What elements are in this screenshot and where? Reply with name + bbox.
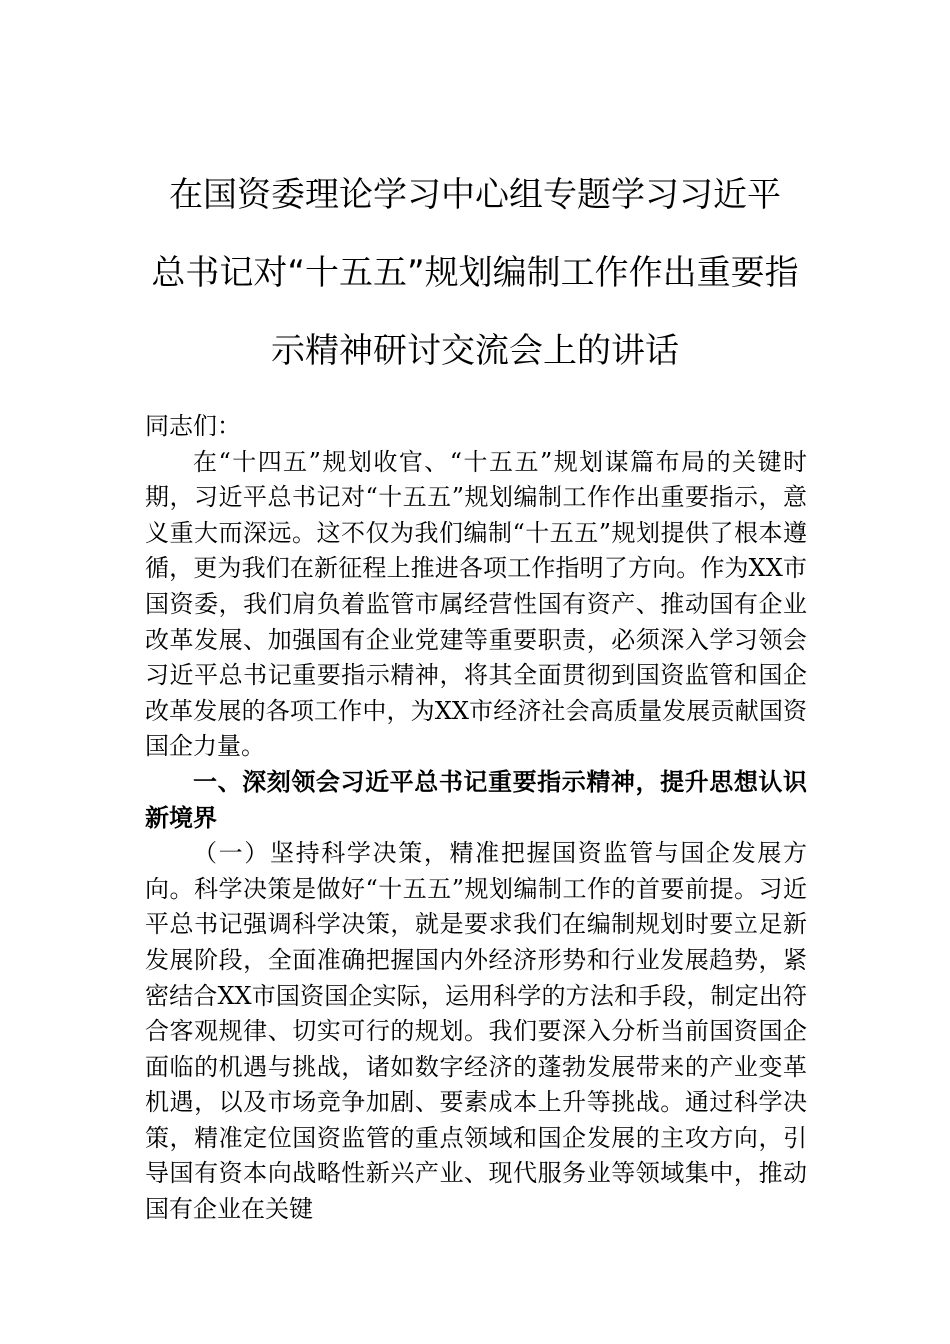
document-title (130, 156, 820, 390)
title-line-2: 总书记对“十五五”规划编制工作作出重要指 (151, 253, 799, 293)
salutation: 同志们： (145, 412, 241, 440)
paragraph-subsection-1: （一）坚持科学决策，精准把握国资监管与国企发展方向。科学决策是做好“十五五”规划编制工作的首要前提。习近平总书记强调科学决策，就是要求我们在编制规划时要立足新发展阶段，全面准确把握国内外经济形势和行业发展趋势，紧密结合XX市国资国企实际，运用科学的方法和手段，制定出符合客观规律、切实可行的规划。我们要深入分析当前国资国企面临的机遇与挑战，诸如数字经济的蓬勃发展带来的产业变革机遇，以及市场竞争加剧、要素成本上升等挑战。通过科学决策，精准定位国资监管的重点领域和国企发展的主攻方向，引导国有资本向战略性新兴产业、现代服务业等领域集中，推动国有企业在关键 (145, 839, 807, 1224)
section-heading-1: 一、深刻领会习近平总书记重要指示精神，提升思想认识新境界 (145, 767, 807, 832)
title-line-3: 示精神研讨交流会上的讲话 (271, 331, 679, 371)
paragraph-intro: 在“十四五”规划收官、“十五五”规划谋篇布局的关键时期，习近平总书记对“十五五”规划编制工作作出重要指示，意义重大而深远。这不仅为我们编制“十五五”规划提供了根本遵循，更为我们在新征程上推进各项工作指明了方向。作为XX市国资委，我们肩负着监管市属经营性国有资产、推动国有企业改革发展、加强国有企业党建等重要职责，必须深入学习领会习近平总书记重要指示精神，将其全面贯彻到国资监管和国企改革发展的各项工作中，为XX市经济社会高质量发展贡献国资国企力量。 (145, 447, 807, 761)
title-line-1: 在国资委理论学习中心组专题学习习近平 (169, 175, 781, 215)
document-body (145, 409, 807, 1228)
